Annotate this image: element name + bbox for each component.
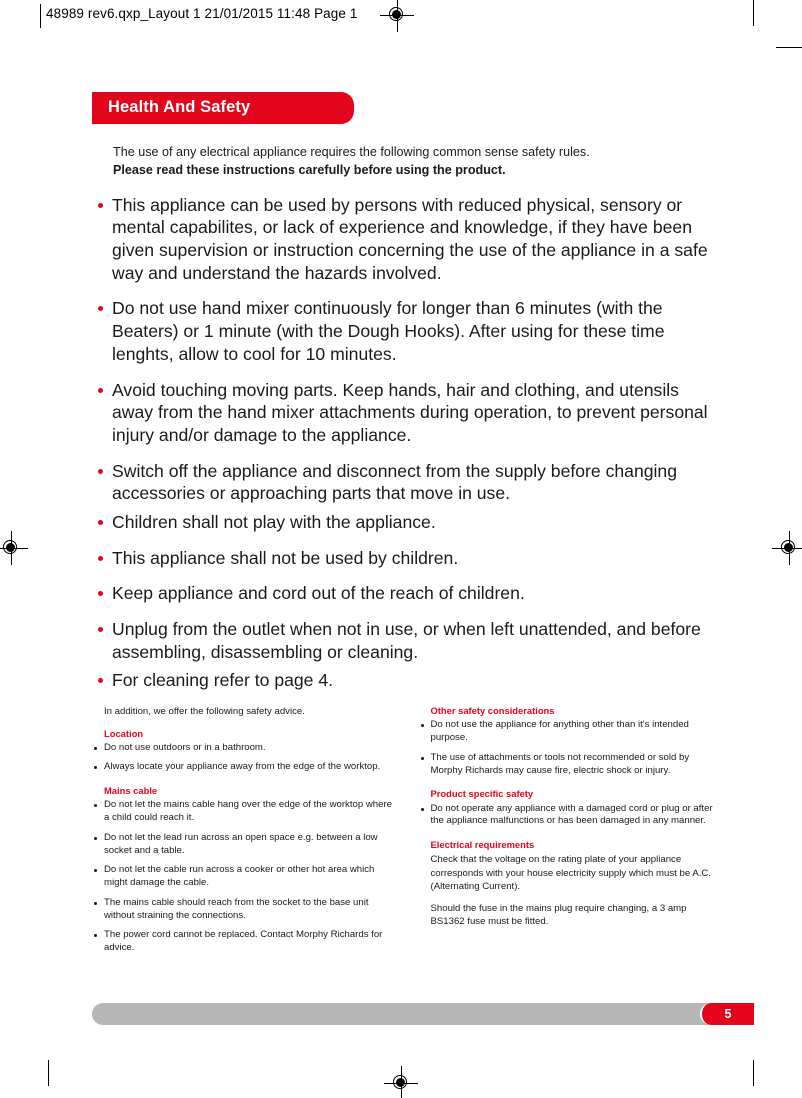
intro-line-1: The use of any electrical appliance requires the following common sense safety rules. (113, 144, 590, 159)
crop-mark-bottom-left-vertical (48, 1060, 49, 1086)
electrical-paragraph: Should the fuse in the mains plug require changing, a 3 amp BS1362 fuse must be fitted. (430, 902, 687, 927)
registration-mark-bottom (388, 1070, 414, 1096)
list-item: For cleaning refer to page 4. (92, 669, 720, 692)
list-item: The use of attachments or tools not recommended or sold by Morphy Richards may cause fire, electric shock or injury. (419, 752, 721, 778)
mains-cable-heading: Mains cable (104, 785, 158, 797)
slug-rule (40, 4, 41, 28)
registration-dot (392, 10, 401, 19)
location-list (92, 742, 394, 775)
crop-mark-bottom-right-vertical (753, 1060, 754, 1086)
list-item: This appliance shall not be used by children. (92, 547, 720, 570)
registration-dot (6, 543, 15, 552)
crop-mark-top-right-horizontal (776, 47, 802, 48)
list-item: Do not operate any appliance with a damaged cord or plug or after the appliance malfunctions or has been damaged in any manner. (419, 803, 721, 829)
registration-mark-right (776, 535, 802, 561)
location-heading: Location (104, 727, 144, 739)
list-item: Always locate your appliance away from the edge of the worktop. (92, 761, 394, 774)
page-content (92, 92, 720, 962)
intro-paragraph (113, 144, 720, 180)
page-footer (92, 1003, 754, 1025)
product-specific-safety-list (419, 803, 721, 829)
list-item: Do not let the mains cable hang over the edge of the worktop where a child could reach it. (92, 799, 394, 825)
page-number-badge: 5 (700, 1003, 754, 1025)
registration-mark-left (0, 535, 24, 561)
mains-cable-list (92, 799, 394, 955)
electrical-requirements-heading: Electrical requirements (430, 839, 535, 851)
list-item: Do not let the lead run across an open space e.g. between a low socket and a table. (92, 832, 394, 858)
list-item: Children shall not play with the appliance. (92, 511, 720, 534)
list-item: Keep appliance and cord out of the reach of children. (92, 582, 720, 605)
list-item: The power cord cannot be replaced. Contact Morphy Richards for advice. (92, 929, 394, 955)
small-print-right-column (412, 705, 721, 962)
registration-mark-top (384, 2, 410, 28)
list-item: Do not use outdoors or in a bathroom. (92, 742, 394, 755)
list-item: Do not use the appliance for anything other than it's intended purpose. (419, 719, 721, 745)
list-item: The mains cable should reach from the socket to the base unit without straining the connections. (92, 897, 394, 923)
safety-advice-lead: In addition, we offer the following safety advice. (104, 706, 305, 718)
list-item: This appliance can be used by persons with reduced physical, sensory or mental capabilites, or lack of experience and knowledge, if they have been given supervision or instruction concerning the use of the appliance in a safe way and understand the hazards involved. (92, 194, 720, 285)
crop-mark-top-right-vertical (753, 0, 754, 26)
product-specific-safety-heading: Product specific safety (430, 788, 534, 800)
safety-bullet-list (92, 194, 720, 692)
list-item: Unplug from the outlet when not in use, or when left unattended, and before assembling, disassembling or cleaning. (92, 618, 720, 663)
page-title: Health And Safety (92, 92, 354, 124)
footer-bar (92, 1003, 754, 1025)
list-item: Avoid touching moving parts. Keep hands, hair and clothing, and utensils away from the hand mixer attachments during operation, to prevent personal injury and/or damage to the appliance. (92, 379, 720, 447)
intro-line-2: Please read these instructions carefully before using the product. (113, 162, 506, 177)
small-print-left-column (92, 705, 394, 962)
slug-line: 48989 rev6.qxp_Layout 1 21/01/2015 11:48 Page 1 (46, 6, 358, 21)
registration-dot (396, 1078, 405, 1087)
registration-dot (784, 543, 793, 552)
electrical-paragraph: Check that the voltage on the rating plate of your appliance corresponds with your house electricity supply which must be A.C. (Alternating Current). (430, 854, 711, 893)
list-item: Do not use hand mixer continuously for longer than 6 minutes (with the Beaters) or 1 minute (with the Dough Hooks). After using for these time lenghts, allow to cool for 10 minutes. (92, 297, 720, 365)
other-safety-heading: Other safety considerations (430, 705, 555, 717)
small-print-columns (92, 705, 720, 962)
list-item: Do not let the cable run across a cooker or other hot area which might damage the cable. (92, 864, 394, 890)
other-safety-list (419, 719, 721, 777)
list-item: Switch off the appliance and disconnect from the supply before changing accessories or approaching parts that move in use. (92, 460, 720, 505)
